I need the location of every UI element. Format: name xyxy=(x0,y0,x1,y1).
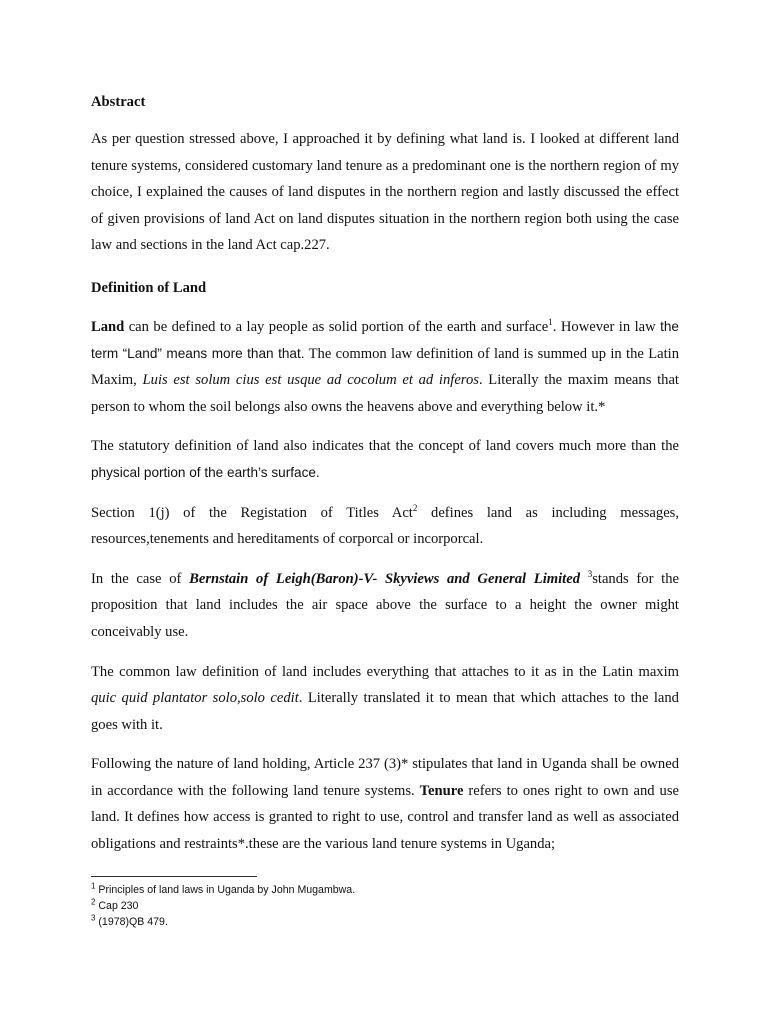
text-run: . Literally translated it to mean that which attaches to the land goes with it. xyxy=(91,690,679,733)
footnote-text: Principles of land laws in Uganda by John Mugambwa. xyxy=(95,884,356,896)
text-run: The statutory definition of land also indicates that the concept of land covers much more than the xyxy=(91,438,679,455)
case-paragraph xyxy=(91,566,679,646)
footnote-ref-2: 2 xyxy=(412,502,418,513)
land-term: Land xyxy=(91,318,125,335)
footnote-ref-1: 1 xyxy=(548,317,553,328)
land-definition-paragraph xyxy=(91,314,679,420)
text-run: . However in law xyxy=(552,318,661,335)
definition-heading: Definition of Land xyxy=(91,279,207,296)
text-run: stands for the proposition that land includes the air space above the surface to a height the owner might conceivably use. xyxy=(91,570,679,640)
footnote-number: 3 xyxy=(91,913,96,923)
latin-maxim: Luis est solum cius est usque ad cocolum et ad inferos xyxy=(142,372,479,389)
sans-text-run: the term “Land” means more than that. xyxy=(91,318,679,361)
latin-maxim-2: quic quid plantator solo,solo cedit xyxy=(91,690,299,707)
footnote-number: 2 xyxy=(91,897,96,907)
tenure-paragraph xyxy=(91,751,679,857)
text-run: The common law definition of land includes everything that attaches to it as in the Latin maxim xyxy=(91,663,679,680)
footnote-separator xyxy=(91,876,257,877)
sans-text-run: physical portion of the earth’s surface. xyxy=(91,464,320,480)
footnote-3 xyxy=(91,914,355,930)
text-run: The common law definition of land is summed up in the Latin Maxim, xyxy=(91,345,680,389)
text-run: refers to ones right to own and use land. It defines how access is granted to right to use, control and transfer land as well as associated obligations and restraints*.these are the various land tenure systems in Uganda; xyxy=(91,782,680,853)
document-body xyxy=(91,90,679,858)
common-law-paragraph xyxy=(91,659,679,739)
footnote-text: Cap 230 xyxy=(95,900,139,912)
footnote-1 xyxy=(91,882,355,898)
footnote-number: 1 xyxy=(91,881,96,891)
text-run: In the case of xyxy=(91,570,190,587)
abstract-paragraph: As per question stressed above, I approached it by defining what land is. I looked at different land tenure systems, considered customary land tenure as a predominant one is the northern region of my choice, I explained the causes of land disputes in the northern region and lastly discussed the effect of given provisions of land Act on land disputes situation in the northern region both using the case law and sections in the land Act cap.227. xyxy=(91,131,679,254)
footnotes xyxy=(91,882,355,930)
footnote-text: (1978)QB 479. xyxy=(95,916,168,928)
section-paragraph xyxy=(91,500,679,553)
case-name: Bernstain of Leigh(Baron)-V- Skyviews and General Limited xyxy=(189,570,580,587)
text-run: . Literally the maxim means that person to whom the soil belongs also owns the heavens above and everything below it.* xyxy=(91,372,679,415)
abstract-heading: Abstract xyxy=(91,94,146,110)
text-run: Following the nature of land holding, Article 237 (3)* stipulates that land in Uganda shall be owned in accordance with the following land tenure systems. xyxy=(91,756,679,799)
footnote-ref-3: 3 xyxy=(587,568,593,579)
tenure-term: Tenure xyxy=(419,782,464,799)
text-run: Section 1(j) of the Registation of Titles Act xyxy=(91,504,413,521)
footnote-2 xyxy=(91,898,355,914)
text-run: defines land as including messages, resources,tenements and hereditaments of corporcal or incorporcal. xyxy=(91,504,680,548)
text-run xyxy=(580,571,588,587)
text-run: can be defined to a lay people as solid portion of the earth and surface xyxy=(124,318,549,335)
statutory-definition-paragraph xyxy=(91,433,679,486)
